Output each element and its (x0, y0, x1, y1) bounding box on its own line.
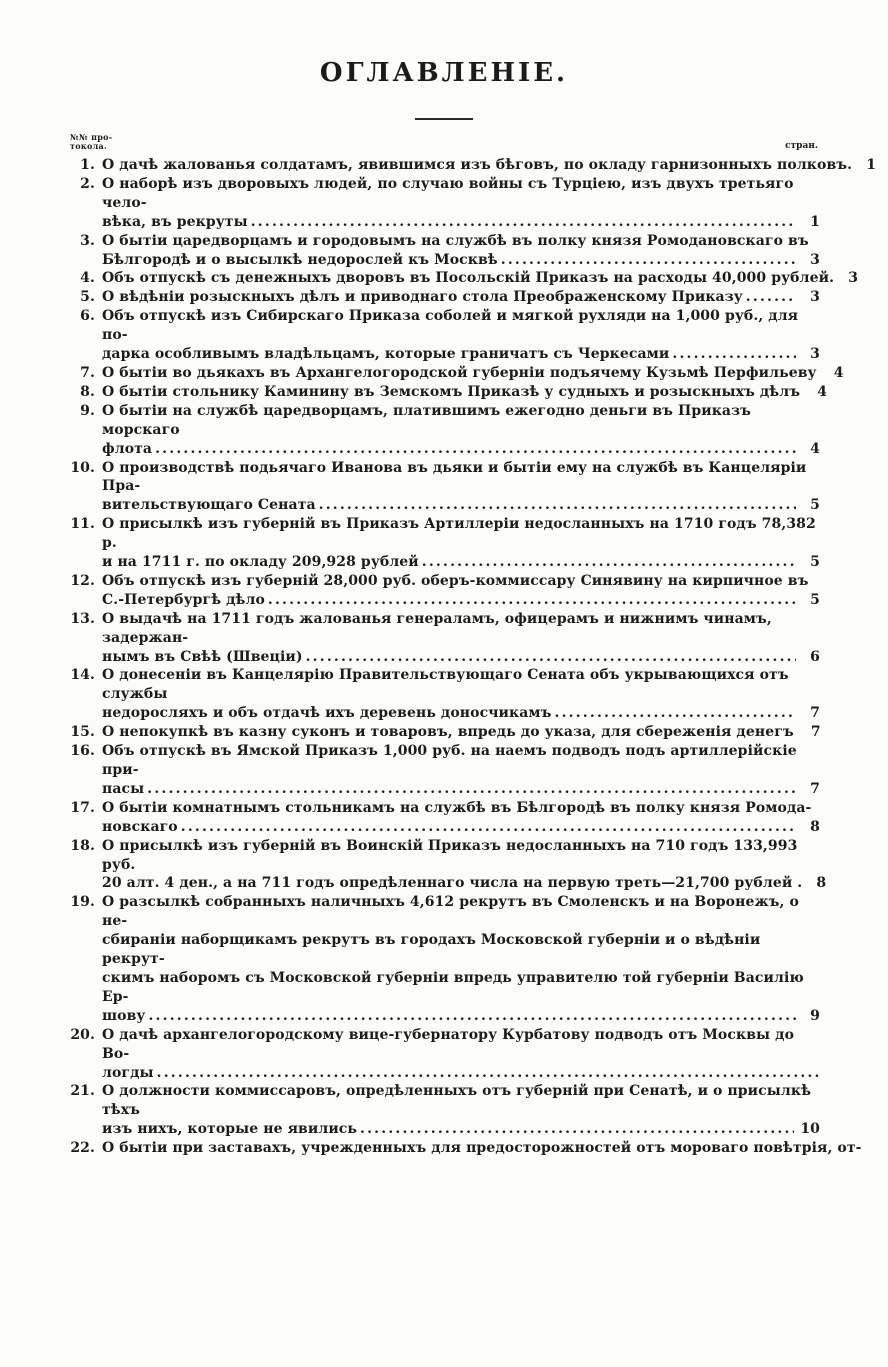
entry-number: 9. (80, 402, 95, 419)
entry-line: О бытіи на службѣ царедворцамъ, платившимъ ежегодно деньги въ Приказъ морскаго (102, 402, 751, 438)
entry-line: О бытіи царедворцамъ и городовымъ на службѣ въ полку князя Ромодановскаго въ (102, 232, 809, 249)
dot-leader (746, 288, 796, 307)
entry-page-number: 5 (810, 497, 820, 514)
entry-text: Объ отпускѣ съ денежныхъ дворовъ въ Посольскій Приказъ на расходы 40,000 рублей. (102, 270, 835, 287)
dot-leader (268, 591, 796, 610)
entry-text-block (102, 515, 820, 572)
entry-line: О разсылкѣ собранныхъ наличныхъ 4,612 рекрутъ въ Смоленскъ и на Воронежъ, о не- (102, 894, 799, 930)
column-header-protocol-number-line2: токола. (70, 141, 108, 151)
entry-line: О присылкѣ изъ губерній въ Воинскій Приказъ недосланныхъ на 710 годъ 133,993 руб. (102, 837, 798, 873)
column-header-protocol-number-line1: №№ про- (70, 132, 113, 142)
column-header-protocol-number (70, 133, 112, 151)
entry-text-block (102, 156, 877, 175)
entry-number: 13. (70, 610, 95, 627)
entry-text: О бытіи во дьякахъ въ Архангелогородской губерніи подъячему Кузьмѣ Перфильеву (102, 364, 817, 381)
toc-entry (68, 799, 820, 837)
entry-text-block (102, 742, 820, 799)
table-of-contents (68, 156, 877, 1158)
entry-text-block (102, 837, 827, 894)
entry-last-line (102, 1139, 862, 1158)
entry-text-block (102, 1026, 820, 1083)
toc-entry (68, 610, 820, 667)
title-divider (415, 118, 473, 120)
entry-text-block (102, 288, 820, 307)
entry-text-block (102, 893, 820, 1025)
entry-number: 4. (80, 270, 95, 287)
entry-line: скимъ наборомъ съ Московской губерніи впредь управителю той губерніи Василію Ер- (102, 969, 804, 1005)
entry-number: 5. (80, 289, 95, 306)
entry-text-block (102, 1082, 820, 1139)
entry-last-line (102, 251, 820, 270)
entry-number: 16. (70, 743, 95, 760)
entry-page-number: 1 (866, 157, 877, 173)
entry-last-line (102, 553, 820, 572)
toc-entry (68, 459, 820, 516)
dot-leader (555, 704, 796, 723)
entry-text: Бѣлгородѣ и о высылкѣ недорослей къ Москвѣ (102, 251, 498, 268)
entry-text: и на 1711 г. по окладу 209,928 рублей (102, 554, 419, 571)
entry-text: дарка особливымъ владѣльцамъ, которые граничатъ съ Черкесами (102, 346, 670, 363)
entry-line: О дачѣ архангелогородскому вице-губернатору Курбатову подводъ отъ Москвы до Во- (102, 1026, 795, 1062)
entry-number: 19. (70, 894, 95, 911)
entry-text: пасы (102, 780, 145, 797)
entry-text: О бытіи при заставахъ, учрежденныхъ для предосторожностей отъ мороваго повѣтрія, от- (102, 1140, 862, 1157)
entry-number: 14. (70, 667, 95, 684)
entry-last-line (102, 1120, 820, 1139)
toc-entry (68, 288, 820, 307)
entry-text-block (102, 175, 820, 232)
document-page (68, 0, 877, 1158)
entry-last-line (102, 818, 820, 837)
entry-page-number: 3 (810, 251, 820, 268)
entry-last-line (102, 156, 877, 175)
entry-page-number: 4 (810, 440, 820, 457)
toc-entry (68, 893, 820, 1025)
entry-number: 22. (70, 1140, 95, 1157)
toc-entry (68, 1026, 820, 1083)
entry-line: О выдачѣ на 1711 годъ жалованья генераламъ, офицерамъ и нижнимъ чинамъ, задержан- (102, 610, 772, 646)
entry-number: 2. (80, 175, 95, 192)
entry-text: изъ нихъ, которые не явились (102, 1121, 358, 1138)
entry-page-number: 10 (800, 1121, 820, 1138)
entry-page-number: 7 (810, 724, 821, 741)
toc-entry (68, 402, 820, 459)
entry-text-block (102, 307, 820, 364)
entry-page-number: 5 (810, 554, 820, 571)
entry-last-line (102, 648, 820, 667)
entry-text: О непокупкѣ въ казну суконъ и товаровъ, впредь до указа, для сбереженія денегъ (102, 724, 794, 741)
entry-number: 8. (80, 383, 95, 400)
entry-page-number: 3 (810, 346, 820, 363)
entry-text: логды (102, 1064, 154, 1081)
entry-text-block (102, 383, 828, 402)
entry-number: 10. (70, 459, 95, 476)
entry-last-line (102, 780, 820, 799)
toc-entry (68, 572, 820, 610)
dot-leader (319, 496, 796, 515)
entry-number: 7. (80, 364, 95, 381)
entry-page-number: 7 (810, 780, 820, 797)
dot-leader (181, 818, 796, 837)
toc-entry (68, 175, 820, 232)
entry-last-line (102, 364, 844, 383)
entry-last-line (102, 1007, 820, 1026)
toc-entry (68, 307, 820, 364)
entry-text: 20 алт. 4 ден., а на 711 годъ опредѣленнаго числа на первую треть—21,700 рублей . (102, 875, 803, 892)
entry-text: нымъ въ Свѣѣ (Швеціи) (102, 648, 303, 665)
entry-text: вительствующаго Сената (102, 497, 316, 514)
entry-line: О наборѣ изъ дворовыхъ людей, по случаю войны съ Турціею, изъ двухъ третьяго чело- (102, 175, 794, 211)
dot-leader (148, 1007, 796, 1026)
entry-line: О присылкѣ изъ губерній въ Приказъ Артиллеріи недосланныхъ на 1710 годъ 78,382 р. (102, 516, 816, 552)
entry-text: недоросляхъ и объ отдачѣ ихъ деревень доносчикамъ (102, 705, 552, 722)
dot-leader (155, 440, 796, 459)
toc-entry (68, 515, 820, 572)
entry-page-number: 4 (817, 383, 828, 400)
entry-page-number: 8 (810, 818, 820, 835)
entry-last-line (102, 723, 820, 742)
entry-number: 3. (80, 232, 95, 249)
entry-page-number: 7 (810, 705, 820, 722)
entry-text-block (102, 610, 820, 667)
entry-text-block (102, 799, 820, 837)
entry-page-number: 8 (816, 875, 827, 892)
page-title: ОГЛАВЛЕНІЕ. (319, 58, 569, 88)
entry-text-block (102, 723, 820, 742)
entry-line: О должности коммиссаровъ, опредѣленныхъ отъ губерній при Сенатѣ, и о присылкѣ тѣхъ (102, 1083, 812, 1119)
entry-last-line (102, 345, 820, 364)
entry-number: 15. (70, 724, 95, 741)
entry-number: 21. (70, 1083, 95, 1100)
entry-line: Объ отпускѣ въ Ямской Приказъ 1,000 руб. на наемъ подводъ подъ артиллерійскіе при- (102, 743, 797, 778)
entry-last-line (102, 269, 859, 288)
entry-number: 20. (70, 1026, 95, 1043)
column-header-page: стран. (785, 141, 818, 151)
entry-number: 17. (70, 799, 95, 816)
dot-leader (422, 553, 796, 572)
column-headers (68, 133, 820, 151)
entry-page-number: 1 (810, 213, 820, 230)
entry-text-block (102, 364, 844, 383)
dot-leader (501, 251, 796, 270)
entry-last-line (102, 383, 828, 402)
entry-number: 12. (70, 572, 95, 589)
entry-last-line (102, 1064, 820, 1083)
entry-number: 6. (80, 308, 95, 325)
dot-leader (147, 780, 796, 799)
dot-leader (306, 648, 796, 667)
entry-text: вѣка, въ рекруты (102, 213, 248, 230)
dot-leader (157, 1064, 820, 1083)
toc-entry (68, 156, 877, 175)
toc-entry (68, 383, 828, 402)
toc-entry (68, 723, 820, 742)
entry-last-line (102, 213, 820, 232)
entry-line: О производствѣ подьячаго Иванова въ дьяки и бытіи ему на службѣ въ Канцеляріи Пра- (102, 459, 807, 495)
entry-line: О донесеніи въ Канцелярію Правительствующаго Сената объ укрывающихся отъ службы (102, 667, 789, 703)
entry-page-number: 6 (810, 648, 820, 665)
entry-line: Объ отпускѣ изъ губерній 28,000 руб. оберъ-коммиссару Синявину на кирпичное въ (102, 572, 809, 589)
entry-last-line (102, 440, 820, 459)
entry-line: Объ отпускѣ изъ Сибирскаго Приказа соболей и мягкой рухляди на 1,000 руб., для по- (102, 308, 799, 344)
entry-number: 11. (70, 516, 95, 533)
dot-leader (672, 345, 796, 364)
entry-page-number: 5 (810, 591, 820, 608)
entry-last-line (102, 874, 827, 893)
entry-text: О бытіи стольнику Каминину въ Земскомъ Приказѣ у судныхъ и розыскныхъ дѣлъ (102, 383, 801, 400)
toc-entry (68, 666, 820, 723)
entry-text-block (102, 572, 820, 610)
entry-last-line (102, 288, 820, 307)
dot-leader (251, 213, 796, 232)
entry-text-block (102, 402, 820, 459)
toc-entry (68, 1082, 820, 1139)
toc-entry (68, 232, 820, 270)
toc-entry (68, 742, 820, 799)
entry-last-line (102, 591, 820, 610)
entry-page-number: 3 (848, 270, 859, 287)
entry-line: сбираніи наборщикамъ рекрутъ въ городахъ Московской губерніи и о вѣдѣніи рекрут- (102, 932, 761, 968)
entry-number: 1. (80, 157, 95, 173)
entry-text: шову (102, 1007, 146, 1024)
entry-page-number: 9 (810, 1007, 820, 1024)
entry-text: флота (102, 440, 153, 457)
entry-line: О бытіи комнатнымъ стольникамъ на службѣ въ Бѣлгородѣ въ полку князя Ромода- (102, 799, 812, 816)
entry-page-number: 3 (810, 289, 820, 306)
entry-text-block (102, 269, 859, 288)
entry-text: О вѣдѣніи розыскныхъ дѣлъ и приводнаго стола Преображенскому Приказу (102, 289, 743, 306)
entry-text: новскаго (102, 818, 178, 835)
entry-text-block (102, 666, 820, 723)
entry-number: 18. (70, 837, 95, 854)
entry-last-line (102, 496, 820, 515)
toc-entry (68, 269, 859, 288)
toc-entry (68, 1139, 862, 1158)
entry-text: О дачѣ жалованья солдатамъ, явившимся изъ бѣговъ, по окладу гарнизонныхъ полковъ. (102, 157, 853, 173)
entry-last-line (102, 704, 820, 723)
toc-entry (68, 364, 844, 383)
toc-entry (68, 837, 827, 894)
entry-text-block (102, 1139, 862, 1158)
entry-page-number: 4 (833, 364, 844, 381)
entry-text-block (102, 459, 820, 516)
entry-text: С.-Петербургѣ дѣло (102, 591, 265, 608)
entry-text-block (102, 232, 820, 270)
dot-leader (360, 1120, 794, 1139)
